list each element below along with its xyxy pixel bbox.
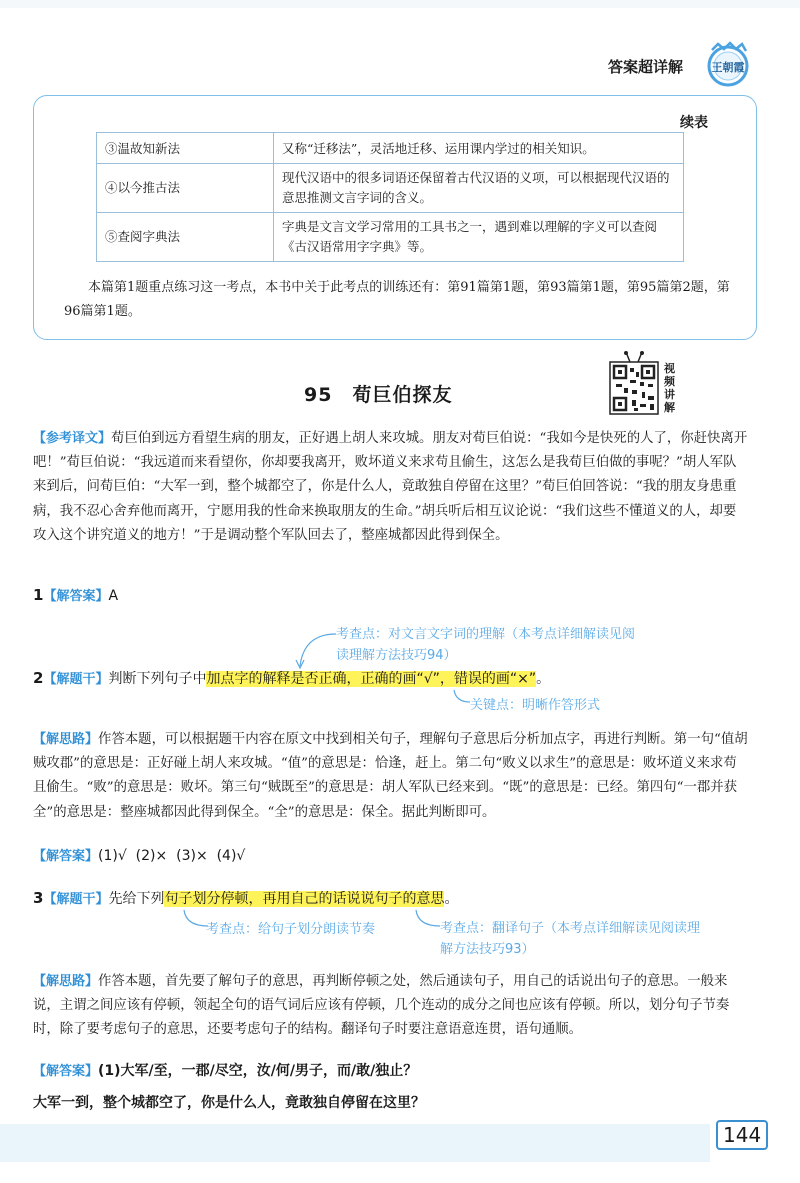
reference-translation [33,427,749,548]
question-number: 1 [33,586,44,604]
article-title-text: 荀巨伯探友 [352,384,453,406]
article-title [304,380,452,407]
question-3-answer [33,1060,417,1080]
exam-point-annotation: 考查点：对文言文字词的理解（本考点详细解读见阅读理解方法技巧94） [336,627,636,663]
stem-highlight: 加点字的解释是否正确，正确的画“√”，错误的画“×” [206,671,537,687]
stem-text: 。 [444,891,459,907]
analysis-tag: 【解思路】 [33,974,99,989]
translation-tag: 【参考译文】 [33,431,112,446]
stem-highlight: 句子划分停顿，再用自己的话说说句子的意思 [164,891,445,907]
page-number: 144 [716,1120,768,1150]
practice-note: 本篇第1题重点练习这一考点，本书中关于此考点的训练还有：第91篇第1题，第93篇第1题，第95篇第2题，第96篇第1题。 [64,280,730,319]
answer-tag: 【解答案】 [33,1064,99,1079]
qr-label-char: 解 [664,401,675,414]
table-row [97,133,684,164]
annotation-arrow-icon [412,908,442,932]
question-2-answer [33,845,245,864]
question-1 [33,585,118,604]
qr-label-char: 讲 [664,388,675,401]
method-name: ⑤查阅字典法 [97,213,274,262]
methods-table [96,132,684,262]
stem-text: 判断下列句子中 [108,671,207,687]
table-row [97,213,684,262]
question-2-analysis [33,728,749,825]
exam-point-annotation: 考查点：给句子划分朗读节奏 [206,922,376,937]
qr-label-char: 频 [664,375,675,388]
method-description: 字典是文言文学习常用的工具书之一，遇到难以理解的字义可以查阅《古汉语常用字字典》等。 [274,213,684,262]
question-number: 2 [33,669,44,687]
footer-band [0,1124,710,1162]
table-row [97,164,684,213]
question-3-stem [33,888,458,908]
brand-logo [700,40,756,88]
key-point-annotation: 关键点：明晰作答形式 [470,698,601,713]
stem-tag: 【解题干】 [43,892,109,907]
method-name: ③温故知新法 [97,133,274,164]
exam-point-annotation: 考查点：翻译句子（本考点详细解读见阅读理解方法技巧93） [440,921,701,957]
answer-value: (1)大军/至，一郡/尽空，汝/何/男子，而/敢/独止？ [98,1063,418,1079]
video-explanation-label [664,362,678,414]
stem-tag: 【解题干】 [43,672,109,687]
analysis-text: 作答本题，首先要了解句子的意思，再判断停顿之处，然后通读句子，用自己的话说出句子的意思。一般来说，主谓之间应该有停顿，领起全句的语气词后应该有停顿，几个连动的成分之间也应该有停顿。所以，划分句子节奏时，除了要考虑句子的意思，还要考虑句子的结构。翻译句子时要注意语意连贯，语句通顺。 [33,974,730,1038]
annotation-arrow-icon [290,626,340,670]
page-header-title: 答案超详解 [608,58,684,76]
answer-value: A [108,588,119,604]
top-edge-shade [0,0,800,8]
method-description: 现代汉语中的很多词语还保留着古代汉语的义项，可以根据现代汉语的意思推测文言字词的含义。 [274,164,684,213]
svg-text:王朝霞: 王朝霞 [711,61,745,74]
answer-tag: 【解答案】 [43,589,109,604]
qr-label-char: 视 [664,362,675,375]
analysis-tag: 【解思路】 [33,732,99,747]
qr-code-icon[interactable] [608,350,660,416]
method-description: 又称“迁移法”，灵活地迁移、运用课内学过的相关知识。 [274,133,684,164]
table-continued-label: 续表 [680,115,708,131]
translation-text: 荀巨伯到远方看望生病的朋友，正好遇上胡人来攻城。朋友对荀巨伯说：“我如今是快死的人了，你赶快离开吧！”荀巨伯说：“我远道而来看望你，你却要我离开，败坏道义来求苟且偷生，这怎么是我荀巨伯做的事呢？”胡人军队来到后，问荀巨伯：“大军一到，整个城都空了，你是什么人，竟敢独自停留在这里？”荀巨伯回答说：“我的朋友身患重病，我不忍心舍弃他而离开，宁愿用我的性命来换取朋友的生命。”胡兵听后相互议论说：“我们这些不懂道义的人，却要攻入这个讲究道义的地方！”于是调动整个军队回去了，整座城都因此得到保全。 [33,431,748,543]
stem-text: 。 [536,671,551,687]
analysis-text: 作答本题，可以根据题干内容在原文中找到相关句子，理解句子意思后分析加点字，再进行判断。第一句“值胡贼攻郡”的意思是：正好碰上胡人来攻城。“值”的意思是：恰逢，赶上。第二句“败义以求生”的意思是：败坏道义来求苟且偷生。“败”的意思是：败坏。第三句“贼既至”的意思是：胡人军队已经来到。“既”的意思是：已经。第四句“一郡并获全”的意思是：整座城都因此得到保全。“全”的意思是：保全。据此判断即可。 [33,732,748,820]
method-name: ④以今推古法 [97,164,274,213]
question-3-analysis [33,970,749,1043]
stem-text: 先给下列 [108,891,165,907]
answer-tag: 【解答案】 [33,849,99,864]
question-2-stem [33,668,550,688]
answer-value: (1)√ (2)× (3)× (4)√ [98,848,246,864]
question-3-answer-translation: 大军一到，整个城都空了，你是什么人，竟敢独自停留在这里？ [33,1095,425,1111]
question-number: 3 [33,889,44,907]
article-number: 95 [304,384,333,406]
